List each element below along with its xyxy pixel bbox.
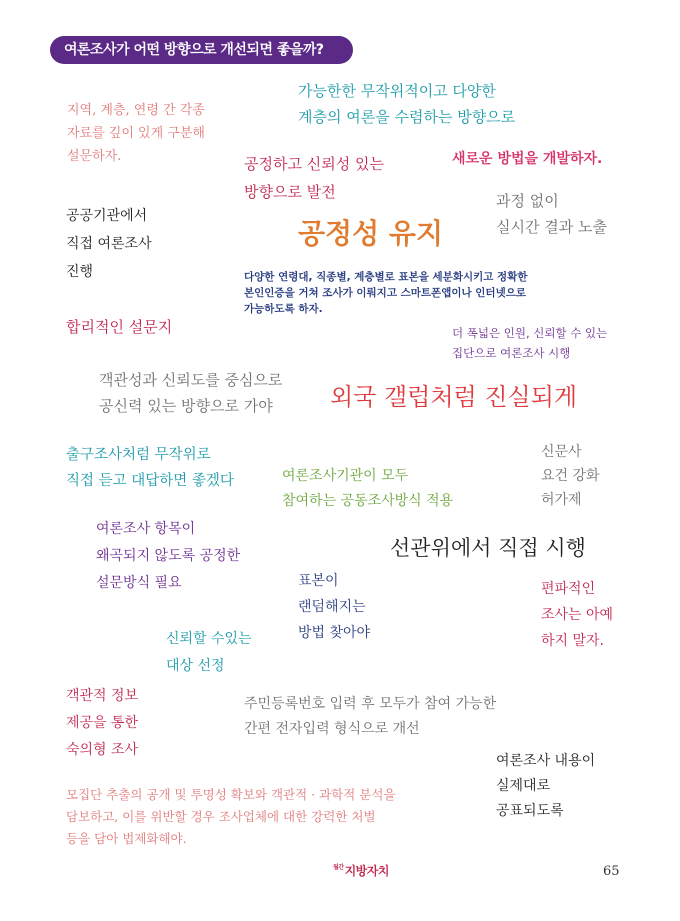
opinion-line: 다양한 연령대, 직종별, 계층별로 표본을 세분화시키고 정확한 bbox=[244, 271, 528, 283]
opinion-line: 과정 없이 bbox=[496, 192, 559, 210]
opinion-line: 설문방식 필요 bbox=[96, 575, 182, 591]
opinion-sample-segmentation bbox=[244, 269, 528, 317]
opinion-election-commission bbox=[390, 532, 586, 564]
magazine-logo bbox=[333, 862, 389, 879]
page-number: 65 bbox=[603, 864, 620, 879]
opinion-reliable-target bbox=[166, 626, 252, 680]
opinion-like-gallup bbox=[330, 380, 577, 414]
opinion-line: 계층의 여론을 수렴하는 방향으로 bbox=[298, 108, 516, 126]
opinion-line: 등을 담아 법제화해야. bbox=[66, 831, 187, 846]
opinion-new-method bbox=[452, 147, 602, 171]
opinion-line: 여론조사기관이 모두 bbox=[282, 468, 409, 484]
opinion-line: 대상 선정 bbox=[166, 658, 225, 674]
opinion-random-diverse bbox=[298, 78, 515, 130]
opinion-line: 집단으로 여론조사 시행 bbox=[452, 346, 571, 360]
opinion-line: 주민등록번호 입력 후 모두가 참여 가능한 bbox=[244, 696, 497, 712]
opinion-line: 새로운 방법을 개발하자. bbox=[452, 151, 603, 167]
opinion-line: 모집단 추출의 공개 및 투명성 확보와 객관적 · 과학적 분석을 bbox=[66, 787, 396, 802]
opinion-line: 합리적인 설문지 bbox=[66, 318, 173, 336]
opinion-no-biased-survey bbox=[541, 576, 613, 654]
opinion-line: 객관성과 신뢰도를 중심으로 bbox=[99, 371, 283, 389]
opinion-line: 객관적 정보 bbox=[66, 688, 139, 704]
opinion-line: 자료를 깊이 있게 구분해 bbox=[67, 126, 205, 141]
magazine-logo-small: 월간 bbox=[333, 864, 344, 871]
opinion-joint-survey bbox=[282, 464, 453, 514]
opinion-newspaper-license bbox=[541, 440, 600, 512]
opinion-line: 참여하는 공동조사방식 적용 bbox=[282, 493, 454, 509]
opinion-line: 신문사 bbox=[541, 444, 582, 460]
opinion-random-sample bbox=[298, 568, 370, 646]
opinion-line: 여론조사 항목이 bbox=[96, 521, 196, 537]
opinion-realtime-results bbox=[496, 188, 607, 240]
opinion-region-class-age bbox=[67, 99, 205, 168]
opinion-line: 선관위에서 직접 시행 bbox=[390, 536, 586, 560]
opinion-objectivity-credibility bbox=[99, 367, 282, 419]
opinion-line: 요건 강화 bbox=[541, 468, 600, 484]
opinion-fair-reliable bbox=[244, 150, 384, 206]
opinion-line: 왜곡되지 않도록 공정한 bbox=[96, 548, 241, 564]
opinion-line: 표본이 bbox=[298, 573, 339, 589]
opinion-undistorted-items bbox=[96, 516, 240, 597]
opinion-line: 공정성 유지 bbox=[298, 217, 443, 250]
opinion-line: 편파적인 bbox=[541, 581, 596, 597]
opinion-line: 제공을 통한 bbox=[66, 715, 139, 731]
opinion-line: 담보하고, 이를 위반할 경우 조사업체에 대한 강력한 처벌 bbox=[66, 809, 376, 824]
opinion-line: 실제대로 bbox=[496, 778, 551, 794]
opinion-line: 외국 갤럽처럼 진실되게 bbox=[330, 383, 578, 411]
opinion-line: 본인인증을 거쳐 조사가 이뤄지고 스마트폰앱이나 인터넷으로 bbox=[244, 287, 526, 299]
opinion-line: 여론조사 내용이 bbox=[496, 753, 596, 769]
opinion-line: 가능한한 무작위적이고 다양한 bbox=[298, 82, 496, 100]
opinion-line: 조사는 아예 bbox=[541, 607, 614, 623]
opinion-public-agency bbox=[66, 202, 152, 286]
opinion-electronic-input bbox=[244, 692, 496, 742]
opinion-line: 지역, 계층, 연령 간 각종 bbox=[67, 103, 205, 118]
opinion-rational-questionnaire bbox=[66, 314, 172, 340]
opinion-exit-poll bbox=[66, 442, 234, 494]
opinion-line: 허가제 bbox=[541, 492, 582, 508]
opinion-line: 하지 말자. bbox=[541, 633, 604, 649]
opinion-line: 공공기관에서 bbox=[66, 208, 148, 224]
opinion-line: 더 폭넓은 인원, 신뢰할 수 있는 bbox=[452, 326, 608, 340]
opinion-publish-as-is bbox=[496, 749, 595, 824]
opinion-line: 간편 전자입력 형식으로 개선 bbox=[244, 721, 420, 737]
opinion-deliberative-survey bbox=[66, 683, 138, 764]
opinion-line: 직접 듣고 대답하면 좋겠다 bbox=[66, 473, 234, 489]
opinion-line: 진행 bbox=[66, 264, 94, 280]
opinion-legislation bbox=[66, 784, 396, 850]
opinion-wider-group bbox=[452, 323, 607, 363]
page-title: 여론조사가 어떤 방향으로 개선되면 좋을까? bbox=[50, 36, 353, 64]
opinion-line: 공신력 있는 방향으로 가야 bbox=[99, 397, 273, 415]
opinion-line: 숙의형 조사 bbox=[66, 742, 139, 758]
opinion-line: 출구조사처럼 무작위로 bbox=[66, 447, 211, 463]
opinion-line: 방향으로 발전 bbox=[244, 183, 336, 201]
opinion-line: 방법 찾아야 bbox=[298, 625, 371, 641]
opinion-line: 설문하자. bbox=[67, 149, 122, 164]
opinion-line: 신뢰할 수있는 bbox=[166, 631, 252, 647]
opinion-line: 랜덤해지는 bbox=[298, 599, 366, 615]
opinion-line: 공표되도록 bbox=[496, 803, 564, 819]
opinion-line: 직접 여론조사 bbox=[66, 236, 152, 252]
opinion-keep-fairness bbox=[298, 214, 443, 254]
opinion-line: 실시간 결과 노출 bbox=[496, 218, 607, 236]
magazine-logo-text: 지방자치 bbox=[344, 864, 389, 878]
opinion-line: 가능하도록 하자. bbox=[244, 303, 323, 315]
opinion-line: 공정하고 신뢰성 있는 bbox=[244, 155, 384, 173]
